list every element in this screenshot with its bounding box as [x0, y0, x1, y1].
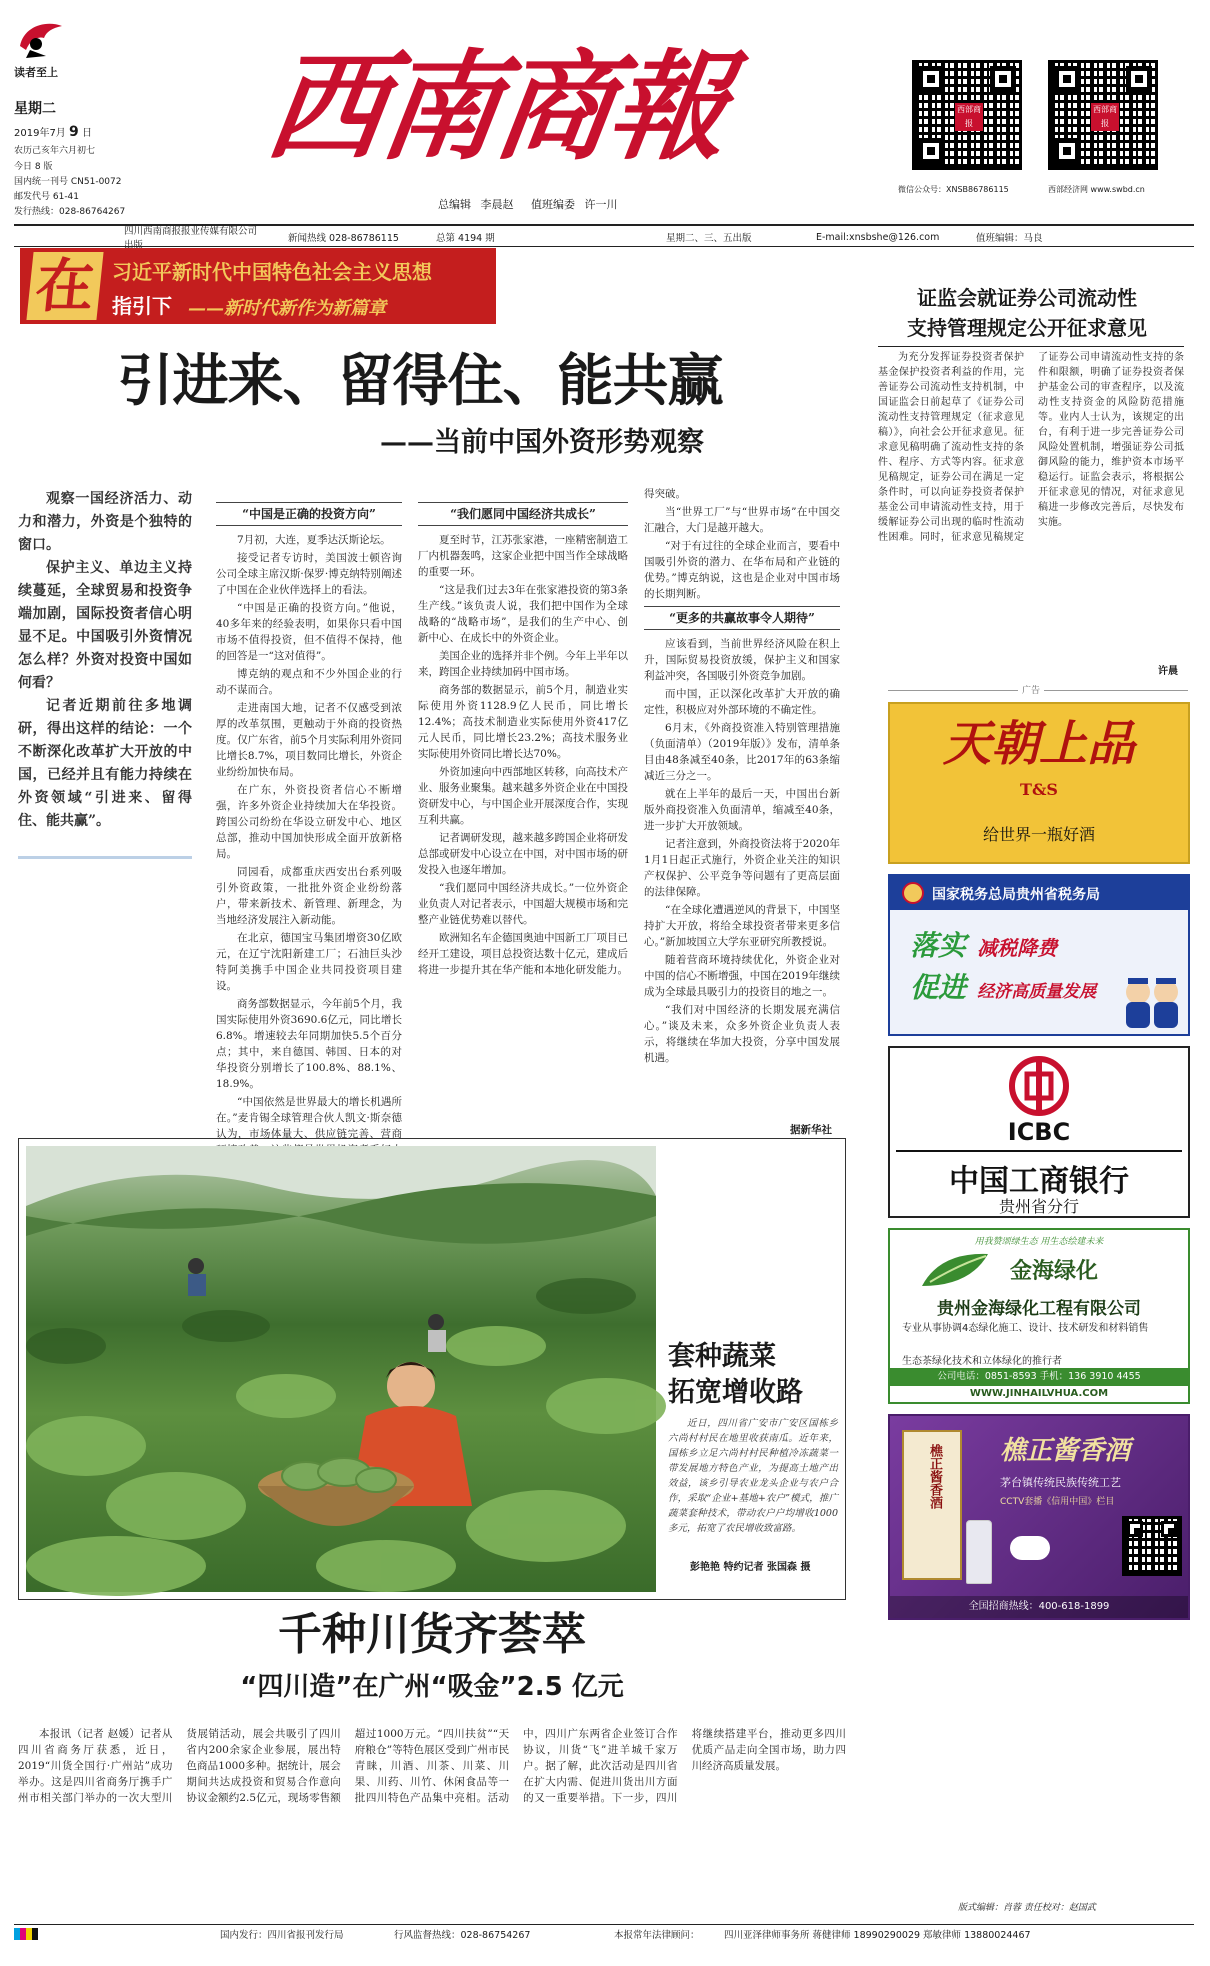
tax-title: 国家税务总局贵州省税务局 [932, 887, 1100, 903]
news-hotline: 新闻热线 028-86786115 [288, 233, 399, 244]
jinhai-bullet-1: 专业从事协调4态绿化施工、设计、技术研发和材料销售 [902, 1323, 1149, 1334]
farm-photo-illustration [26, 1146, 656, 1592]
tianchao-title: 天朝上品 [942, 716, 1135, 772]
jiu-bottle [966, 1520, 992, 1584]
icbc-branch: 贵州省分行 [998, 1197, 1079, 1216]
ad-tianchao[interactable] [888, 702, 1190, 864]
tax-line-1: 落实 减税降费 [910, 929, 1058, 962]
photo-credit: 彭艳艳 特约记者 张国森 摄 [690, 1562, 811, 1573]
infobar-bottom-rule [14, 246, 1194, 247]
issue-number: 总第 4194 期 [436, 233, 495, 244]
jinhai-company: 贵州金海绿化工程有限公司 [937, 1299, 1141, 1319]
sidebar-headline-2: 支持管理规定公开征求意见 [907, 316, 1147, 340]
ad-tax-bureau[interactable] [888, 874, 1190, 1036]
jiu-bottle-label: 樵正酱香酒 [927, 1444, 942, 1509]
post-code: 邮发代号 61-41 [14, 192, 80, 202]
date-line: 2019年7月 9 日 [14, 124, 92, 140]
tax-header [890, 876, 1188, 910]
jiu-bottle-box [902, 1430, 962, 1580]
jinhai-name: 金海绿化 [1010, 1258, 1099, 1284]
banner-line2b: ——新时代新作为新篇章 [188, 298, 386, 319]
page-count: 今日 8 版 [14, 162, 53, 172]
lead-headline: 引进来、留得住、能共赢 [117, 349, 723, 414]
bottom-body: 本报讯（记者 赵媛）记者从四川省商务厅获悉，近日，2019“川货全国行·广州站”成功举办。这是四川省商务厅携手广州市相关部门举办的一次大型川货展销活动，展会共吸引了四川省内200余家企业参展，展出特色商品1000多种。据统计，展会期间共达成投资和贸易合作意向协议金额约2.5亿元，现场零售额超过1000万元。“四川扶贫”“天府粮仓”等特色展区受到广州市民青睐，川酒、川茶、川菜、川果、川药、川竹、休闲食品等一批四川特色产品集中亮相。活动中，四川广东两省企业签订合作协议，川货“飞”进羊城千家万户。据了解，此次活动是四川省在扩大内需、促进川货出川方面的又一重要举措。下一步，四川将继续搭建平台，推动更多四川优质产品走向全国市场，助力四川经济高质量发展。 [18, 1728, 846, 1804]
publisher: 四川西南商报报业传媒有限公司 [124, 226, 258, 237]
ad-label: 广告 [1018, 683, 1044, 696]
column-subhead: “中国是正确的投资方向” [216, 502, 402, 526]
photo-headline-2: 拓宽增收路 [668, 1377, 803, 1408]
website-caption: 西部经济网 www.swbd.cn [1048, 185, 1145, 194]
lead-column-3: 得突破。 当“世界工厂”与“世界市场”在中国交汇融合，大门是越开越大。 “对于有过往的全球企业而言，要看中国吸引外资的潜力、在华布局和产业链的优势。”博克纳说，这也是企业对中国市场的长期判断。 “更多的共赢故事令人期待” 应该看到，当前世界经济风险在积上升，国际贸易投资放缓，保护主义和国家利益冲突，各国吸引外资竞争加剧。 而中国，正以深化改革扩大开放的确定性，积极应对外部环境的不确定性。 6月末，《外商投资准入特别管理措施（负面清单）（2019年版）》发布，清单条目由48条减至40条，比2017年的63条缩减近三分之一。 就在上半年的最后一天，中国出台新版外商投资准入负面清单，缩减至40条，进一步扩大开放领域。 记者注意到，外商投资法将于2020年1月1日起正式施行，外资企业关注的知识产权保护、公平竞争等问题有了更高层面的法律保障。 “在全球化遭遇逆风的背景下，中国坚持扩大开放，将给全球投资者带来更多信心。”新加坡国立大学东亚研究所教授说。 随着营商环境持续优化，外资企业对中国的信心不断增强，中国在2019年继续成为全球最具吸引力的投资目的地之一。 “我们对中国经济的长期发展充满信心。”谈及未来，众多外资企业负责人表示，将继续在华加大投资，分享中国发展机遇。 [644, 488, 840, 1064]
slogan: 读者至上 [14, 66, 58, 79]
photo-caption: 近日，四川省广安市广安区国栋乡六尚村村民在地里收获南瓜。近年来，国栋乡立足六尚村村民种植冷冻蔬菜一带发展地方特色产业，为提高土地产出效益，该乡引导农业龙头企业与农户合作，采取“企业+基地+农户”模式，推广蔬菜套种技术，带动农户户均增收1000多元，拓宽了农民增收致富路。 [668, 1418, 838, 1534]
footer-license: 行风监督热线：028-86754267 [394, 1930, 531, 1941]
icbc-en: ICBC [1007, 1118, 1071, 1146]
banner-big-char: 在 [26, 252, 103, 320]
wechat-caption: 微信公众号：XNSB86786115 [898, 185, 1009, 194]
lead-intro [18, 488, 192, 833]
lunar-date: 农历己亥年六月初七 [14, 146, 96, 156]
jinhai-contact: 公司电话：0851-8593 手机：136 3910 4455 [890, 1368, 1188, 1386]
distribution-hotline: 发行热线：028-86764267 [14, 207, 126, 217]
farm-photo [26, 1146, 656, 1592]
footer-rule [14, 1924, 1194, 1925]
footer-colorbar [14, 1928, 38, 1940]
cn-number: 国内统一刊号 CN51-0072 [14, 177, 122, 187]
footer-law: 四川亚泽律师事务所 蒋健律师 18990290029 郑敏律师 13880024467 [724, 1930, 1031, 1941]
intro-paragraph: 观察一国经济活力、动力和潜力，外资是个独特的窗口。 [18, 491, 192, 553]
jinhai-bullet-2: 生态茶绿化技术和立体绿化的推行者 [902, 1356, 1062, 1367]
ad-jinhai[interactable] [888, 1228, 1190, 1404]
duty-editor: 值班编辑：马良 [976, 233, 1043, 244]
jiu-line-1: 茅台镇传统民族传统工艺 [1000, 1476, 1121, 1489]
intro-underline [18, 856, 192, 859]
cctv-badge-icon [1010, 1536, 1050, 1560]
icbc-logo-icon [1009, 1056, 1069, 1116]
masthead [0, 0, 1210, 228]
footer-print: 国内发行：四川省报刊发行局 [220, 1930, 344, 1941]
lead-source: 据新华社 [790, 1124, 832, 1136]
infobar [14, 228, 1194, 246]
tax-line-2: 促进 经济高质量发展 [910, 971, 1097, 1004]
jinhai-top: 用我赞颂绿生态 用生态绘建未来 [974, 1237, 1104, 1247]
intro-paragraph: 记者近期前往多地调研，得出这样的结论：一个不断深化改革扩大开放的中国，已经并且有能力持续在外资领域“引进来、留得住、能共赢”。 [18, 698, 192, 829]
jiu-title: 樵正酱香酒 [1000, 1436, 1131, 1466]
leaf-icon [920, 1250, 990, 1290]
column-subhead: “更多的共赢故事令人期待” [644, 606, 840, 630]
column-subhead: “我们愿同中国经济共成长” [418, 502, 628, 526]
newspaper-title: 西南商報 [258, 37, 734, 176]
bottom-subheadline: “四川造”在广州“吸金”2.5 亿元 [240, 1672, 624, 1702]
tax-emblem-icon [902, 882, 924, 904]
jiu-contact: 全国招商热线：400-618-1899 [890, 1596, 1188, 1618]
lead-subheadline: ——当前中国外资形势观察 [380, 427, 704, 458]
ad-icbc[interactable] [888, 1046, 1190, 1218]
wechat-qr-code[interactable]: 西部商报 [912, 60, 1022, 170]
logo-icon [16, 16, 66, 60]
editors-line: 总编辑 李晨赵 值班编委 许一川 [438, 198, 618, 211]
sidebar-body: 为充分发挥证券投资者保护基金保护投资者利益的作用，完善证券公司流动性支持机制，中国证监会日前起草了《证券公司流动性支持管理规定（征求意见稿）》，向社会公开征求意见。征求意见稿明确了流动性支持的条件、程序、方式等内容。征求意见稿规定，证券公司在满足一定条件时，可以向证券投资者保护基金公司申请流动性支持，用于缓解证券公司出现的临时性流动性困难。同时，征求意见稿规定了证券公司申请流动性支持的条件和限额，明确了证券投资者保护基金公司的审查程序，以及流动性支持资金的风险防范措施等。业内人士认为，该规定的出台，有利于进一步完善证券公司风险处置机制，增强证券公司抵御风险的能力，维护资本市场平稳运行。证监会表示，将根据公开征求意见的情况，对征求意见稿进一步修改完善后，尽快发布实施。 [878, 352, 1184, 543]
lead-column-1: “中国是正确的投资方向” 7月初，大连，夏季达沃斯论坛。 接受记者专访时，美国波士顿咨询公司全球主席汉斯·保罗·博克纳特别阐述了中国在企业伙伴选择上的看法。 “中国是正确的投资方向。”他说，40多年来的经验表明，如果你只看中国市场不值得投资，但不值得不保持，他的回答是一“这对值得”。 博克纳的观点和不少外国企业的行动不谋而合。 走进南国大地，记者不仅感受到浓厚的改革氛围，更触动于外商的投资热度。仅广东省，前5个月实际利用外资同比增长8.7%，项目数同比增长，外资企业纷纷加快布局。 在广东，外资投资者信心不断增强，许多外资企业持续加大在华投资。跨国公司纷纷在华设立研发中心、地区总部，推动中国加快形成全面开放新格局。 同园看，成都重庆西安出台系列吸引外资政策，一批批外资企业纷纷落户，带来新技术、新管理、新理念，为当地经济发展注入新动能。 在北京，德国宝马集团增资30亿欧元，在辽宁沈阳新建工厂；石油巨头沙特阿美携手中国企业共同投资项目建设。 商务部数据显示，今年前5个月，我国实际使用外资3690.6亿元，同比增长6.8%。增速较去年同期加快5.5个百分点；其中，来自德国、韩国、日本的对华投资分别增长了100.8%、88.1%、18.9%。 “中国依然是世界最大的增长机遇所在。”麦肯锡全球管理合伙人凯文·斯奈德认为，市场体量大、供应链完善、营商 [216, 498, 402, 1138]
icbc-divider [896, 1150, 1182, 1152]
theme-banner [20, 248, 496, 324]
weekday: 星期二 [14, 101, 56, 117]
icbc-cn: 中国工商银行 [949, 1164, 1129, 1199]
mascot-icon [1120, 972, 1184, 1032]
banner-line1: 习近平新时代中国特色社会主义思想 [112, 260, 432, 284]
website-qr-code[interactable]: 西部商报 [1048, 60, 1158, 170]
bottom-headline: 千种川货齐荟萃 [278, 1609, 586, 1660]
schedule: 星期二、三、五出版 [666, 233, 752, 244]
photo-headline-1: 套种蔬菜 [668, 1341, 776, 1372]
tianchao-slogan: 给世界一瓶好酒 [982, 825, 1095, 844]
lead-column-2: “我们愿同中国经济共成长” 夏至时节，江苏张家港，一座精密制造工厂内机器轰鸣，这家企业把中国当作全球战略的重要一环。 “这是我们过去3年在张家港投资的第3条生产线。”该负责人说，我们把中国作为全球战略的“战略市场”，是我们的生产中心、创新中心、在成长中的外资企业。 美国企业的选择并非个例。今年上半年以来，跨国企业持续加码中国市场。 商务部的数据显示，前5个月，制造业实际使用外资1128.9亿人民币，同比增长12.4%；高技术制造业实际使用外资417亿元人民币，同比增长23.2%；高技术服务业实际使用外资同比增长达70%。 外资加速向中西部地区转移，向高技术产业、服务业聚集。越来越多外资企业在中国投资研发中心，与中国企业开展深度合作，实现互利共赢。 记者调研发现，越来越多跨国企业将研发总部或研发中心设立在中国，对中国市场的研发投入也逐年增加。 “我们愿同中国经济共成长。”一位外资企业负责人对记者表示，中国超大规模市场和完整产业链优势难以替代。 欧洲知名车企德国奥迪中国新工厂项目已经开工建设，项目总投资达数十亿元，建成后将进一步提升其在华产能和本地化研发能力。 [418, 498, 628, 1138]
sidebar-headline-1: 证监会就证券公司流动性 [917, 286, 1137, 310]
date-day: 9 [69, 124, 79, 140]
jiu-line-2: CCTV套播《信用中国》栏目 [1000, 1497, 1115, 1507]
banner-line2: 指引下 [112, 294, 172, 318]
intro-paragraph: 保护主义、单边主义持续蔓延，全球贸易和投资争端加剧，国际投资者信心明显不足。中国吸引外资情况怎么样？外资对投资中国如何看？ [18, 560, 192, 691]
tianchao-brand: T&S [1020, 780, 1058, 799]
email: E-mail:xnsbshe@126.com [816, 231, 940, 243]
jinhai-web: WWW.JINHAILVHUA.COM [969, 1388, 1109, 1399]
layout-credit: 版式编辑：肖蓉 责任校对：赵国武 [958, 1903, 1096, 1913]
footer-line [44, 1927, 1194, 1941]
footer-ad: 本报常年法律顾问： [614, 1930, 700, 1941]
ad-liquor[interactable] [888, 1414, 1190, 1620]
liquor-qr-code[interactable] [1122, 1516, 1182, 1576]
sidebar-author: 许晨 [1158, 666, 1178, 677]
sidebar-rule [878, 346, 1184, 347]
